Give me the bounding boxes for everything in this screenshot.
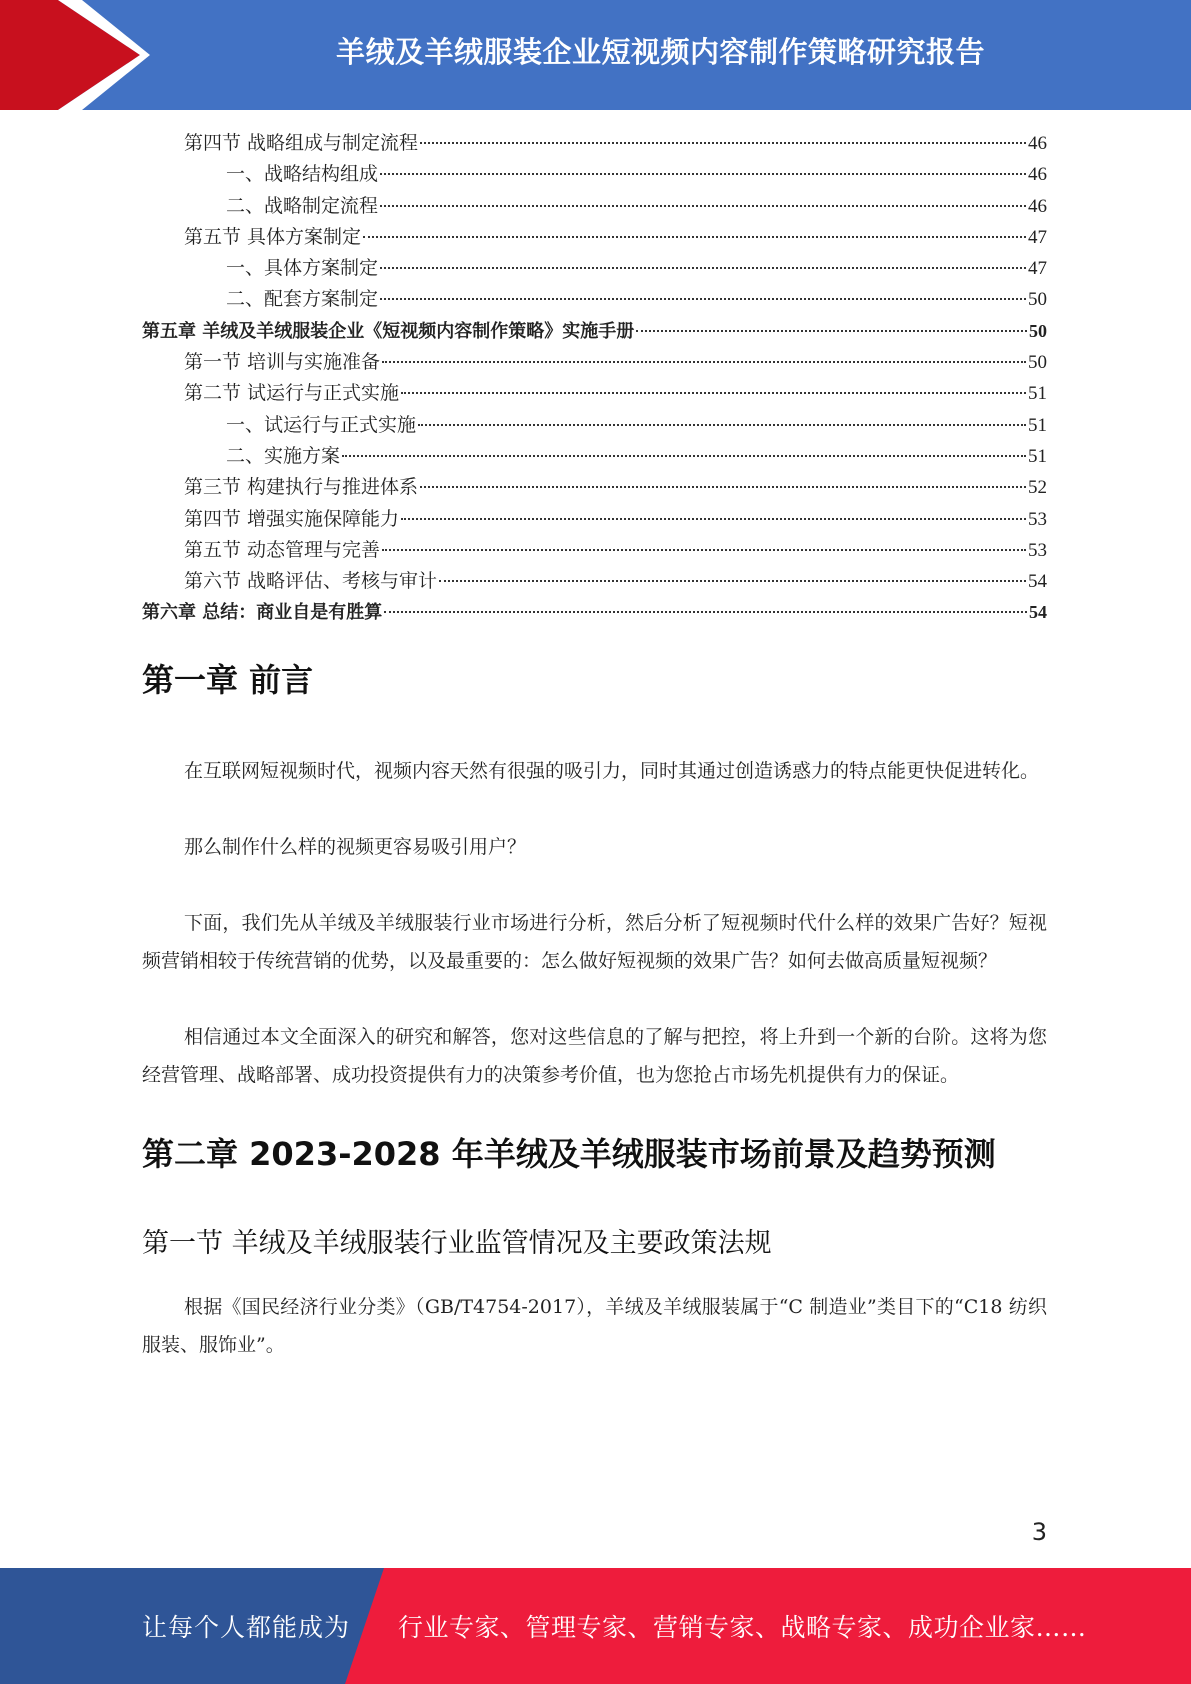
toc-entry[interactable] (142, 441, 1047, 472)
toc-entry-label: 第六节 战略评估、考核与审计 (184, 570, 438, 593)
toc-entry[interactable] (142, 284, 1047, 315)
toc-entry[interactable] (142, 378, 1047, 409)
toc-entry-label: 一、试运行与正式实施 (226, 413, 417, 436)
toc-entry-page: 52 (1028, 477, 1047, 499)
toc-entry-label: 第六章 总结：商业自是有胜算 (142, 602, 383, 624)
toc-leader-dots (420, 142, 1026, 144)
footer-slogan-right: 行业专家、管理专家、营销专家、战略专家、成功企业家…… (398, 1613, 1087, 1642)
toc-entry[interactable] (142, 535, 1047, 566)
chapter-2-title: 第二章 2023-2028 年羊绒及羊绒服装市场前景及趋势预测 (142, 1135, 996, 1173)
toc-leader-dots (380, 173, 1026, 175)
toc-leader-dots (380, 298, 1026, 300)
toc-entry[interactable] (142, 597, 1047, 628)
toc-leader-dots (363, 236, 1026, 238)
toc-leader-dots (420, 486, 1026, 488)
toc-entry[interactable] (142, 191, 1047, 222)
page-footer (0, 1568, 1191, 1684)
paragraph-3: 下面，我们先从羊绒及羊绒服装行业市场进行分析，然后分析了短视频时代什么样的效果广告好？短视频营销相较于传统营销的优势，以及最重要的：怎么做好短视频的效果广告？如何去做高质量短视频？ (142, 912, 1047, 972)
page-header (0, 0, 1191, 110)
toc-leader-dots (380, 205, 1026, 207)
toc-entry-label: 第五节 动态管理与完善 (184, 538, 381, 561)
toc-entry-page: 46 (1028, 164, 1047, 186)
toc-entry-label: 第一节 培训与实施准备 (184, 351, 381, 374)
main-content (142, 660, 1047, 1364)
toc-entry-label: 第四节 增强实施保障能力 (184, 507, 400, 530)
toc-entry-label: 第五节 具体方案制定 (184, 225, 362, 248)
toc-entry-page: 50 (1029, 320, 1047, 341)
toc-entry-label: 第四节 战略组成与制定流程 (184, 132, 419, 154)
toc-entry-label: 一、具体方案制定 (226, 257, 379, 280)
toc-leader-dots (342, 455, 1026, 457)
toc-entry-page: 53 (1028, 508, 1047, 530)
header-title: 羊绒及羊绒服装企业短视频内容制作策略研究报告 (335, 34, 985, 69)
paragraph-2: 那么制作什么样的视频更容易吸引用户？ (184, 836, 527, 858)
toc-leader-dots (380, 267, 1026, 269)
toc-entry-label: 二、配套方案制定 (226, 288, 379, 311)
toc-leader-dots (382, 549, 1026, 551)
page-number: 3 (1031, 1518, 1047, 1546)
paragraph-5: 根据《国民经济行业分类》（GB/T4754-2017），羊绒及羊绒服装属于“C 制造业”类目下的“C18 纺织服装、服饰业”。 (142, 1296, 1047, 1356)
toc-entry-label: 第五章 羊绒及羊绒服装企业《短视频内容制作策略》实施手册 (142, 320, 635, 342)
paragraph-1: 在互联网短视频时代，视频内容天然有很强的吸引力，同时其通过创造诱惑力的特点能更快促进转化。 (184, 760, 1040, 782)
toc-entry-page: 50 (1028, 289, 1047, 311)
toc-leader-dots (382, 361, 1026, 363)
toc-entry-page: 51 (1028, 445, 1047, 467)
toc-leader-dots (401, 392, 1026, 394)
toc-entry-label: 一、战略结构组成 (226, 163, 379, 186)
toc-entry-label: 二、实施方案 (226, 444, 341, 467)
toc-entry-page: 50 (1028, 352, 1047, 374)
toc-entry[interactable] (142, 128, 1047, 159)
toc-entry-page: 47 (1028, 258, 1047, 280)
toc-leader-dots (401, 518, 1026, 520)
toc-entry-page: 54 (1029, 602, 1047, 623)
toc-entry-label: 第二节 试运行与正式实施 (184, 382, 400, 405)
toc-entry[interactable] (142, 316, 1047, 347)
toc-leader-dots (636, 330, 1027, 332)
toc-entry-page: 51 (1028, 414, 1047, 436)
toc-entry[interactable] (142, 222, 1047, 253)
toc-entry-page: 54 (1028, 571, 1047, 593)
toc-entry-page: 46 (1028, 133, 1047, 154)
toc-leader-dots (418, 424, 1026, 426)
toc-entry-page: 46 (1028, 195, 1047, 217)
toc-entry-page: 47 (1028, 226, 1047, 248)
toc-entry-label: 第三节 构建执行与推进体系 (184, 476, 419, 499)
toc-entry[interactable] (142, 159, 1047, 190)
toc-entry[interactable] (142, 504, 1047, 535)
toc-entry[interactable] (142, 347, 1047, 378)
toc-entry[interactable] (142, 410, 1047, 441)
table-of-contents (142, 128, 1047, 629)
toc-entry-page: 53 (1028, 539, 1047, 561)
paragraph-4: 相信通过本文全面深入的研究和解答，您对这些信息的了解与把控，将上升到一个新的台阶。这将为您经营管理、战略部署、成功投资提供有力的决策参考价值，也为您抢占市场先机提供有力的保证。 (142, 1026, 1047, 1086)
footer-slogan-left: 让每个人都能成为 (142, 1613, 351, 1642)
toc-entry[interactable] (142, 253, 1047, 284)
toc-entry[interactable] (142, 566, 1047, 597)
section-1-title: 第一节 羊绒及羊绒服装行业监管情况及主要政策法规 (142, 1228, 772, 1259)
chapter-1-title: 第一章 前言 (142, 661, 314, 699)
toc-leader-dots (384, 611, 1027, 613)
toc-leader-dots (439, 580, 1026, 582)
toc-entry-label: 二、战略制定流程 (226, 194, 379, 217)
toc-entry[interactable] (142, 472, 1047, 503)
toc-entry-page: 51 (1028, 383, 1047, 405)
